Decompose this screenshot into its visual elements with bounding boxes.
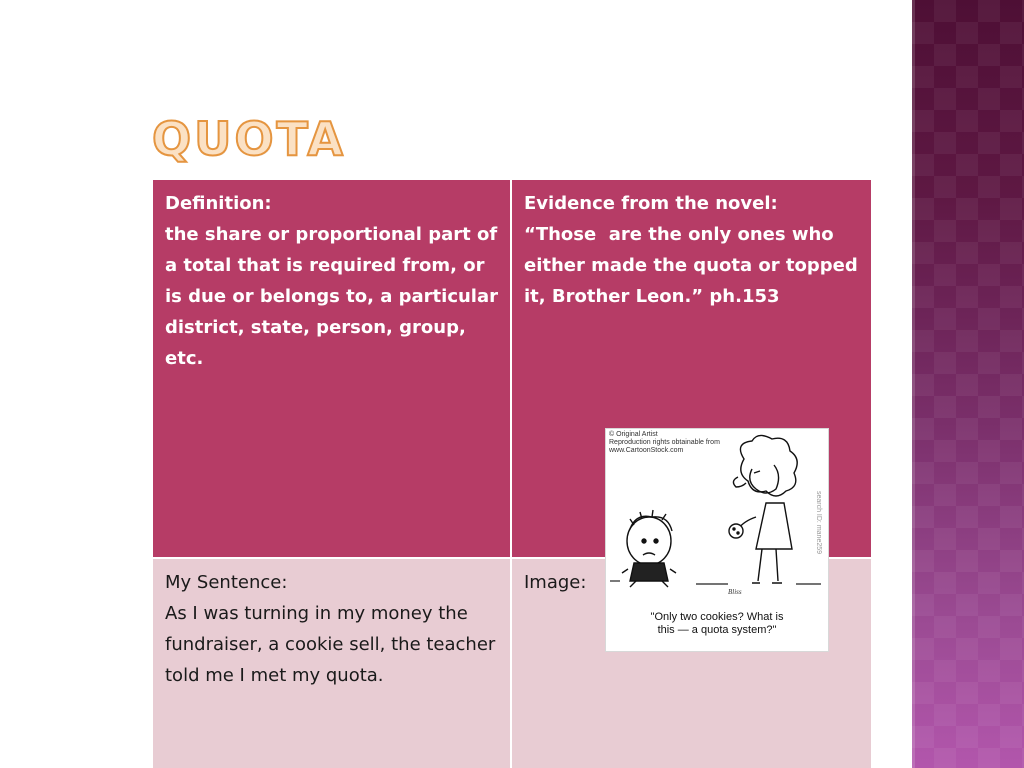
sentence-cell <box>153 559 510 768</box>
cartoon-credit: © Original Artist Reproduction rights obtainable from www.CartoonStock.com <box>609 431 720 454</box>
definition-heading: Definition: <box>165 193 272 214</box>
sentence-text: As I was turning in my money the fundraiser, a cookie sell, the teacher told me I met my quota. <box>165 603 502 686</box>
cartoon-search-id: search ID: mane259 <box>814 490 822 555</box>
child-figure <box>622 510 676 587</box>
cartoon-caption: "Only two cookies? What is this — a quota system?" <box>650 611 784 636</box>
quota-cartoon-image <box>606 429 828 651</box>
slide-title: QUOTA <box>152 112 346 166</box>
definition-cell <box>153 180 510 557</box>
definition-text: the share or proportional part of a total that is required from, or is due or belongs to, a particular district, state, person, group, etc. <box>165 224 505 369</box>
band-edge <box>912 0 915 768</box>
evidence-text: “Those are the only ones who either made the quota or topped it, Brother Leon.” ph.153 <box>524 224 865 307</box>
cartoon-signature: Bliss <box>728 588 742 596</box>
decorative-side-band <box>912 0 1024 768</box>
image-heading: Image: <box>524 572 587 593</box>
evidence-heading: Evidence from the novel: <box>524 193 778 214</box>
woman-figure <box>729 435 797 583</box>
diamond-pattern <box>912 0 1024 768</box>
sentence-heading: My Sentence: <box>165 572 288 593</box>
